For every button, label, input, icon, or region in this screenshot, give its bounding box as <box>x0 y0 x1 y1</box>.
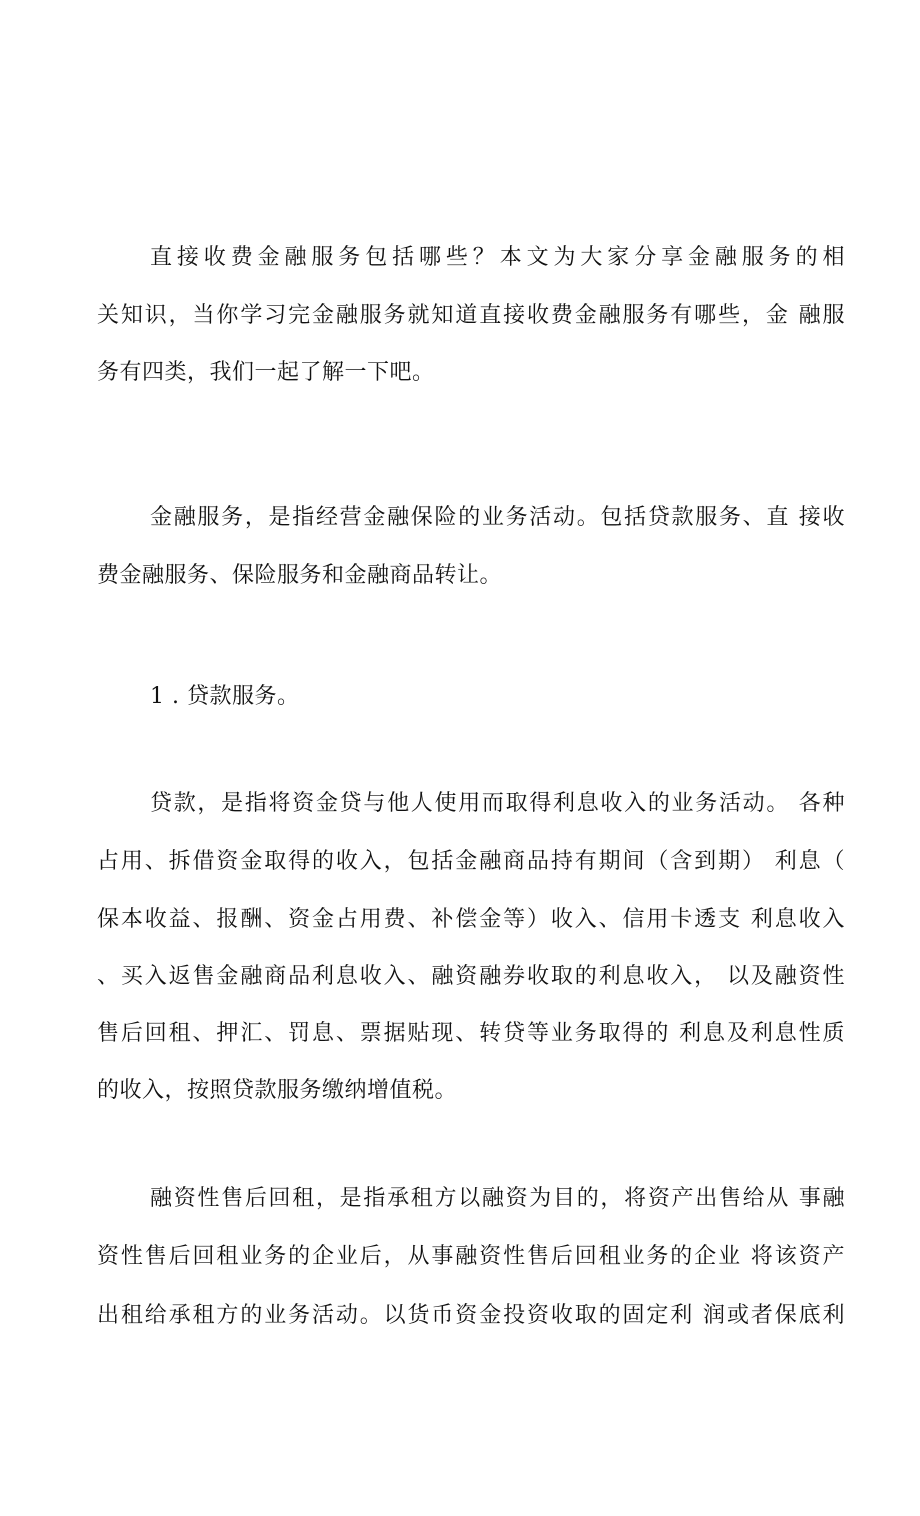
text-line: 金融服务，是指经营金融保险的业务活动。包括贷款服务、直 接收 <box>150 505 845 530</box>
text-line: 直接收费金融服务包括哪些？本文为大家分享金融服务的相 <box>150 245 845 270</box>
text-line: 、买入返售金融商品利息收入、融资融券收取的利息收入， 以及融资性 <box>97 964 845 989</box>
text-line: 关知识，当你学习完金融服务就知道直接收费金融服务有哪些，金 融服 <box>97 303 845 328</box>
text-line: 贷款，是指将资金贷与他人使用而取得利息收入的业务活动。 各种 <box>150 791 845 816</box>
text-line: 售后回租、押汇、罚息、票据贴现、转贷等业务取得的 利息及利息性质 <box>97 1021 845 1046</box>
text-line: 资性售后回租业务的企业后，从事融资性售后回租业务的企业 将该资产 <box>97 1244 845 1269</box>
text-line: 保本收益、报酬、资金占用费、补偿金等）收入、信用卡透支 利息收入 <box>97 907 845 932</box>
text-line: 的收入，按照贷款服务缴纳增值税。 <box>97 1078 458 1103</box>
text-line: 融资性售后回租，是指承租方以融资为目的，将资产出售给从 事融 <box>150 1186 845 1211</box>
text-line: 占用、拆借资金取得的收入，包括金融商品持有期间（含到期） 利息（ <box>97 849 845 874</box>
heading-loan-service: 1 . 贷款服务。 <box>150 684 300 709</box>
text-line: 费金融服务、保险服务和金融商品转让。 <box>97 563 503 588</box>
text-line: 出租给承租方的业务活动。以货币资金投资收取的固定利 润或者保底利 <box>97 1303 845 1328</box>
text-line: 务有四类，我们一起了解一下吧。 <box>97 360 435 385</box>
